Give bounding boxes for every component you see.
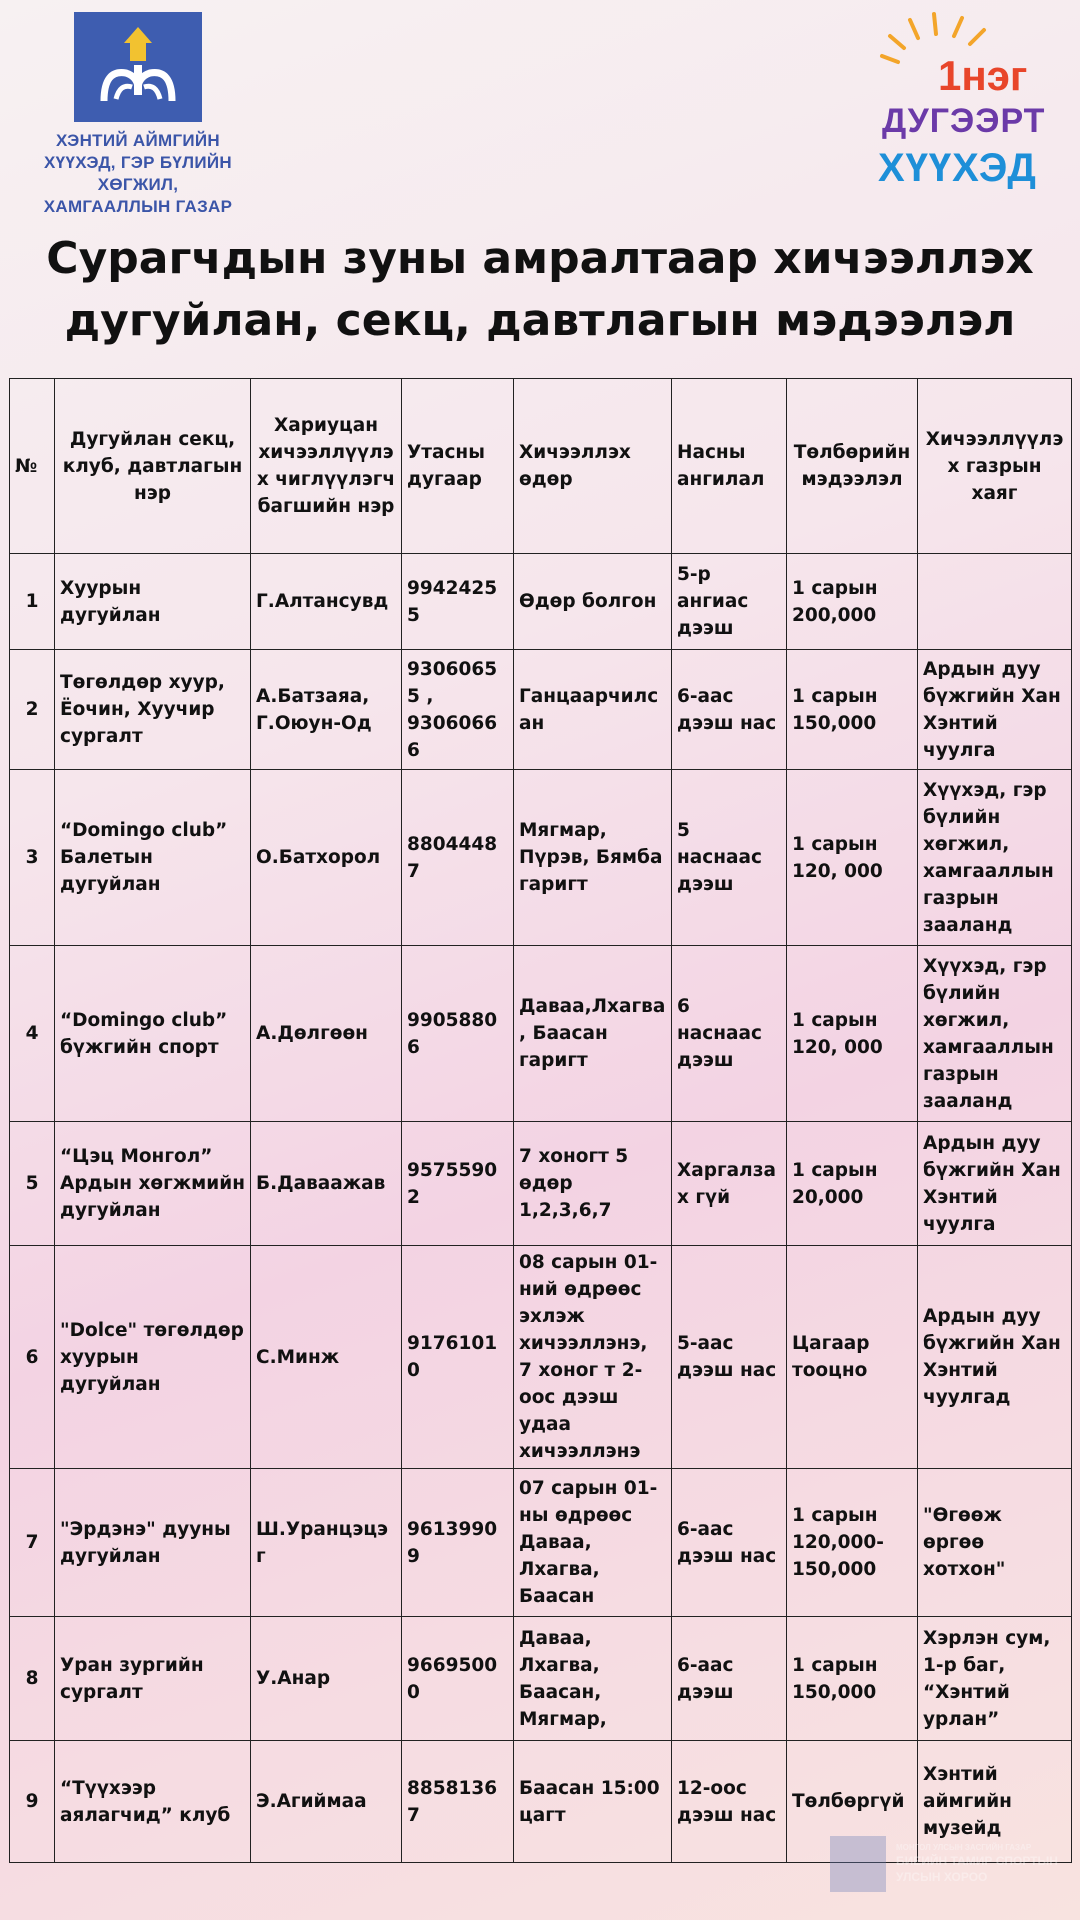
soyombo-emblem-icon bbox=[74, 12, 202, 122]
address-cell bbox=[918, 554, 1072, 650]
teacher-name-cell: Б.Даваажав bbox=[251, 1122, 402, 1246]
fee-cell: 1 сарын 200,000 bbox=[787, 554, 918, 650]
teacher-name-cell: О.Батхорол bbox=[251, 770, 402, 946]
row-number-cell: 7 bbox=[10, 1469, 55, 1617]
club-name-cell: Хуурын дугуйлан bbox=[55, 554, 251, 650]
logo-line3: ХҮҮХЭД bbox=[878, 146, 1037, 190]
teacher-name-cell: Ш.Уранцэцэг bbox=[251, 1469, 402, 1617]
fee-cell: 1 сарын 150,000 bbox=[787, 650, 918, 770]
schedule-cell: Даваа, Лхагва, Баасан, Мягмар, bbox=[514, 1617, 672, 1741]
teacher-name-cell: Г.Алтансувд bbox=[251, 554, 402, 650]
table-header-row bbox=[10, 379, 1072, 554]
club-name-cell: “Түүхээр аялагчид” клуб bbox=[55, 1741, 251, 1863]
teacher-name-cell: А.Батзаяа, Г.Оюун-Од bbox=[251, 650, 402, 770]
club-name-cell: “Domingo club” бүжгийн спорт bbox=[55, 946, 251, 1122]
age-group-cell: 6-аас дээш bbox=[672, 1617, 787, 1741]
watermark-line2: УЛСЫН ХОРОО bbox=[896, 1870, 988, 1884]
fee-cell: 1 сарын 120,000-150,000 bbox=[787, 1469, 918, 1617]
phone-number-cell: 96139909 bbox=[402, 1469, 514, 1617]
header-number: № bbox=[10, 379, 55, 554]
table-row bbox=[10, 770, 1072, 946]
campaign-logo bbox=[878, 10, 1068, 200]
footer-watermark bbox=[830, 1836, 1058, 1892]
row-number-cell: 6 bbox=[10, 1246, 55, 1469]
age-group-cell: 5-р ангиас дээш bbox=[672, 554, 787, 650]
address-cell: Хүүхэд, гэр бүлийн хөгжил, хамгааллын газрын зааланд bbox=[918, 946, 1072, 1122]
schedule-cell: Мягмар, Пүрэв, Бямба гаригт bbox=[514, 770, 672, 946]
club-name-cell: "Эрдэнэ" дууны дугуйлан bbox=[55, 1469, 251, 1617]
table-row bbox=[10, 946, 1072, 1122]
logo-line1: 1нэг bbox=[938, 52, 1028, 99]
schedule-cell: Даваа,Лхагва, Баасан гаригт bbox=[514, 946, 672, 1122]
row-number-cell: 8 bbox=[10, 1617, 55, 1741]
fee-cell: Цагаар тооцно bbox=[787, 1246, 918, 1469]
age-group-cell: 6-аас дээш нас bbox=[672, 1469, 787, 1617]
phone-number-cell: 91761010 bbox=[402, 1246, 514, 1469]
organization-name bbox=[18, 130, 258, 218]
address-cell: Ардын дуу бүжгийн Хан Хэнтий чуулга bbox=[918, 1122, 1072, 1246]
club-name-cell: Уран зургийн сургалт bbox=[55, 1617, 251, 1741]
schedule-cell: 08 сарын 01-ний өдрөөс эхлэж хичээллэнэ, 7 хоног т 2-оос дээш удаа хичээллэнэ bbox=[514, 1246, 672, 1469]
header-schedule: Хичээллэх өдөр bbox=[514, 379, 672, 554]
club-name-cell: Төгөлдөр хуур, Ёочин, Хуучир сургалт bbox=[55, 650, 251, 770]
fee-cell: 1 сарын 20,000 bbox=[787, 1122, 918, 1246]
organization-logo bbox=[18, 12, 258, 218]
age-group-cell: 5-аас дээш нас bbox=[672, 1246, 787, 1469]
page-title bbox=[0, 228, 1080, 352]
teacher-name-cell: У.Анар bbox=[251, 1617, 402, 1741]
schedule-cell: Өдөр болгон bbox=[514, 554, 672, 650]
fee-cell: 1 сарын 120, 000 bbox=[787, 946, 918, 1122]
teacher-name-cell: С.Минж bbox=[251, 1246, 402, 1469]
phone-number-cell: 88044487 bbox=[402, 770, 514, 946]
row-number-cell: 5 bbox=[10, 1122, 55, 1246]
row-number-cell: 9 bbox=[10, 1741, 55, 1863]
org-name-line3: ХАМГААЛЛЫН ГАЗАР bbox=[43, 197, 233, 216]
phone-number-cell: 99424255 bbox=[402, 554, 514, 650]
schedule-cell: Ганцаарчилсан bbox=[514, 650, 672, 770]
age-group-cell: 6-аас дээш нас bbox=[672, 650, 787, 770]
clubs-table bbox=[9, 378, 1072, 1863]
fee-cell: 1 сарын 150,000 bbox=[787, 1617, 918, 1741]
table-row bbox=[10, 1469, 1072, 1617]
age-group-cell: Харгалзах гүй bbox=[672, 1122, 787, 1246]
address-cell: Ардын дуу бүжгийн Хан Хэнтий чуулга bbox=[918, 650, 1072, 770]
org-name-line2: ХҮҮХЭД, ГЭР БҮЛИЙН ХӨГЖИЛ, bbox=[44, 153, 232, 194]
address-cell: Хүүхэд, гэр бүлийн хөгжил, хамгааллын газрын зааланд bbox=[918, 770, 1072, 946]
table-row bbox=[10, 650, 1072, 770]
fee-cell: 1 сарын 120, 000 bbox=[787, 770, 918, 946]
schedule-cell: Баасан 15:00 цагт bbox=[514, 1741, 672, 1863]
schedule-cell: 7 хоногт 5 өдөр 1,2,3,6,7 bbox=[514, 1122, 672, 1246]
address-cell: Хэнтий аймгийн музейд bbox=[918, 1741, 1072, 1863]
phone-number-cell: 93060655 , 93060666 bbox=[402, 650, 514, 770]
logo-line2: ДУГЭЭРТ bbox=[882, 102, 1046, 140]
row-number-cell: 4 bbox=[10, 946, 55, 1122]
header-address: Хичээллүүлэх газрын хаяг bbox=[918, 379, 1072, 554]
phone-number-cell: 96695000 bbox=[402, 1617, 514, 1741]
org-name-line1: ХЭНТИЙ АЙМГИЙН bbox=[55, 131, 221, 150]
teacher-name-cell: А.Дөлгөөн bbox=[251, 946, 402, 1122]
age-group-cell: 6 наснаас дээш bbox=[672, 946, 787, 1122]
header-age-group: Насны ангилал bbox=[672, 379, 787, 554]
club-name-cell: “Domingo club” Балетын дугуйлан bbox=[55, 770, 251, 946]
row-number-cell: 2 bbox=[10, 650, 55, 770]
table-row bbox=[10, 1617, 1072, 1741]
club-name-cell: “Цэц Монгол” Ардын хөгжмийн дугуйлан bbox=[55, 1122, 251, 1246]
club-name-cell: "Dolce" төгөлдөр хуурын дугуйлан bbox=[55, 1246, 251, 1469]
header-club-name: Дугуйлан секц, клуб, давтлагын нэр bbox=[55, 379, 251, 554]
table-row bbox=[10, 554, 1072, 650]
title-line1: Сурагчдын зуны амралтаар хичээллэх bbox=[46, 233, 1034, 284]
address-cell: Ардын дуу бүжгийн Хан Хэнтий чуулгад bbox=[918, 1246, 1072, 1469]
phone-number-cell: 88581367 bbox=[402, 1741, 514, 1863]
header-fee: Төлбөрийн мэдээлэл bbox=[787, 379, 918, 554]
watermark-emblem-text: МОНГОЛ УЛСЫН ЗАСГИЙН ГАЗАР bbox=[896, 1843, 1032, 1852]
teacher-name-cell: Э.Агиймаа bbox=[251, 1741, 402, 1863]
phone-number-cell: 95755902 bbox=[402, 1122, 514, 1246]
title-line2: дугуйлан, секц, давтлагын мэдээлэл bbox=[64, 295, 1016, 346]
fee-cell: Төлбөргүй bbox=[787, 1741, 918, 1863]
age-group-cell: 5 наснаас дээш bbox=[672, 770, 787, 946]
address-cell: Хэрлэн сум, 1-р баг, “Хэнтий урлан” bbox=[918, 1617, 1072, 1741]
age-group-cell: 12-оос дээш нас bbox=[672, 1741, 787, 1863]
header-phone: Утасны дугаар bbox=[402, 379, 514, 554]
address-cell: "Өгөөж өргөө хотхон" bbox=[918, 1469, 1072, 1617]
row-number-cell: 3 bbox=[10, 770, 55, 946]
table-row bbox=[10, 1122, 1072, 1246]
government-emblem-icon bbox=[830, 1836, 886, 1892]
row-number-cell: 1 bbox=[10, 554, 55, 650]
watermark-line1: БИЕИЙН ТАМИР СПОРТЫН bbox=[896, 1854, 1058, 1868]
schedule-cell: 07 сарын 01-ны өдрөөс Даваа, Лхагва, Баасан bbox=[514, 1469, 672, 1617]
header-teacher: Хариуцан хичээллүүлэх чиглүүлэгч багшийн нэр bbox=[251, 379, 402, 554]
table-row bbox=[10, 1246, 1072, 1469]
phone-number-cell: 99058806 bbox=[402, 946, 514, 1122]
